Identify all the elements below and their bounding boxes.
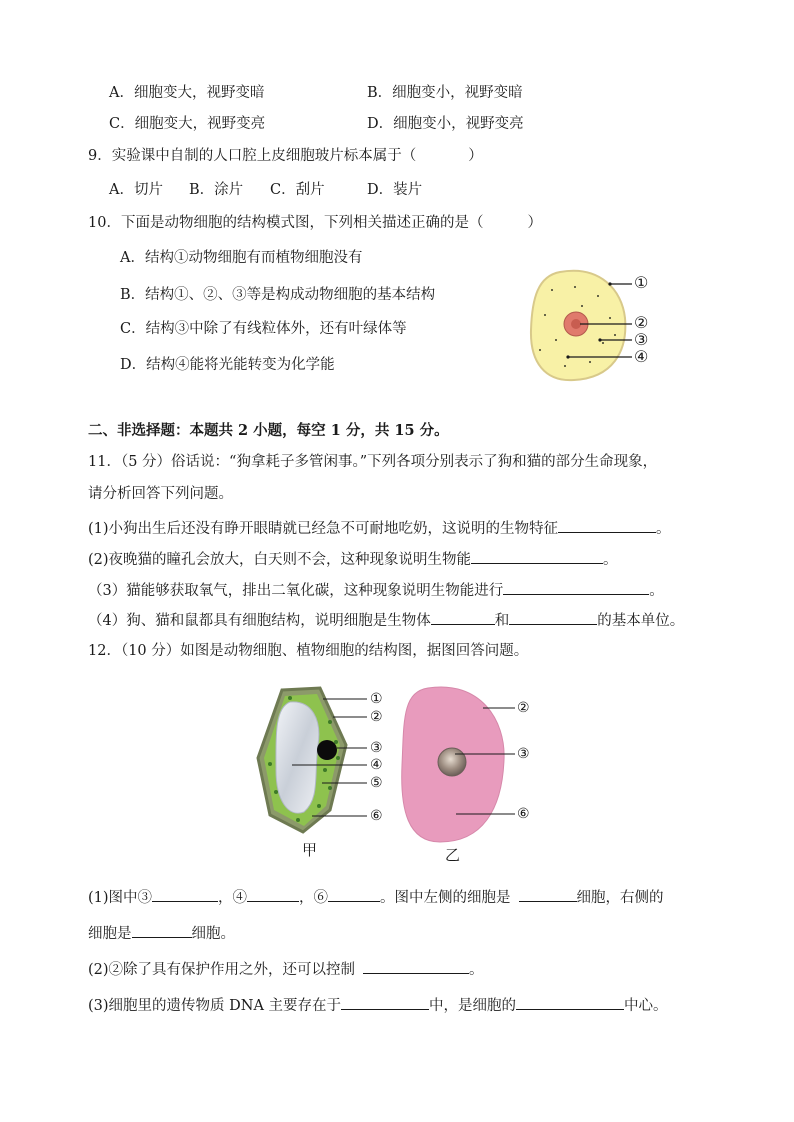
q11-sub-1 <box>88 517 671 539</box>
q11-sub-4-text-a: （4）狗、猫和鼠都具有细胞结构，说明细胞是生物体 <box>88 613 431 629</box>
q12-animal-cell <box>402 687 504 842</box>
q12-sub-2 <box>88 958 484 980</box>
q9-stem <box>88 146 483 166</box>
q12-sub-3-text-b: 中，是细胞的 <box>429 998 517 1014</box>
q10-leader-lines <box>568 284 632 357</box>
q12-sub-1-text-e: 细胞，右侧的 <box>576 890 664 906</box>
q11-blank-3[interactable] <box>503 579 649 595</box>
q12-plant-cell-wall <box>258 688 346 832</box>
q11-blank-1[interactable] <box>558 517 656 533</box>
q12-blank-1c[interactable] <box>328 886 380 902</box>
q12-sub-2-text-a: (2)②除了具有保护作用之外，还可以控制 <box>88 962 356 978</box>
q12-sub-1-line1 <box>88 886 664 908</box>
q12-blank-1a[interactable] <box>152 886 218 902</box>
q12-sub-1-line2 <box>88 922 235 944</box>
q12-sub-1-text-c: ，⑥ <box>299 890 329 906</box>
q10-option-b: B．结构①、②、③等是构成动物细胞的基本结构 <box>120 287 436 303</box>
q12-plant-label-5: ⑤ <box>370 775 383 791</box>
q11-sub-3-text: （3）猫能够获取氧气，排出二氧化碳，这种现象说明生物能进行 <box>88 583 504 599</box>
q8-option-b: B．细胞变小，视野变暗 <box>367 85 523 101</box>
q12-sub-3-text-c: 中心。 <box>624 998 668 1014</box>
q12-sub-3 <box>88 994 668 1016</box>
q12-animal-label-2: ② <box>517 700 530 716</box>
q11-sub-2-text: (2)夜晚猫的瞳孔会放大，白天则不会，这种现象说明生物能 <box>88 552 472 568</box>
q12-animal-nucleus <box>438 748 466 776</box>
q12-blank-3b[interactable] <box>516 994 624 1010</box>
q12-sub-1-text-a: (1)图中③ <box>88 890 153 906</box>
q10-label-2: ② <box>634 313 649 332</box>
q12-blank-2[interactable] <box>363 958 469 974</box>
q10-option-c: C．结构③中除了有线粒体外，还有叶绿体等 <box>120 321 407 337</box>
q10-cell-membrane <box>531 271 625 380</box>
q12-plant-label-1: ① <box>370 691 383 707</box>
q12-caption-left: 甲 <box>302 841 318 859</box>
q12-blank-1d[interactable] <box>519 886 577 902</box>
q12-sub-1-text-d: 。图中左侧的细胞是 <box>380 890 511 906</box>
q8-option-a: A．细胞变大，视野变暗 <box>109 85 265 101</box>
q11-sub-1-end: 。 <box>656 521 671 537</box>
q11-sub-3 <box>88 579 664 601</box>
q12-sub-1-text-f: 细胞是 <box>88 926 132 942</box>
q12-plant-cytoplasm <box>264 694 340 826</box>
q9-option-c: C．刮片 <box>270 182 325 198</box>
q12-animal-label-3: ③ <box>517 746 530 762</box>
q8-option-c: C．细胞变大，视野变亮 <box>109 116 266 132</box>
q9-stem-end: ） <box>468 148 483 164</box>
q11-sub-2-end: 。 <box>603 552 618 568</box>
q11-blank-4b[interactable] <box>509 609 597 625</box>
q12-plant-label-2: ② <box>370 709 383 725</box>
q12-blank-1e[interactable] <box>132 922 192 938</box>
q12-sub-1-text-g: 细胞。 <box>191 926 235 942</box>
q12-animal-leader-lines <box>455 708 515 814</box>
q12-caption-right: 乙 <box>445 846 461 864</box>
q12-sub-3-text-a: (3)细胞里的遗传物质 DNA 主要存在于 <box>88 998 342 1014</box>
section-2-heading: 二、非选择题：本题共 2 小题，每空 1 分，共 15 分。 <box>88 422 449 439</box>
q10-cytoplasm-dots <box>539 286 616 367</box>
q11-sub-2 <box>88 548 618 570</box>
q11-stem-line2: 请分析回答下列问题。 <box>88 486 233 502</box>
q12-plant-label-3: ③ <box>370 740 383 756</box>
q10-label-4: ④ <box>634 347 649 366</box>
q10-stem-text: 10．下面是动物细胞的结构模式图，下列相关描述正确的是（ <box>88 215 484 231</box>
q11-sub-4-text-b: 和 <box>494 613 510 629</box>
q10-option-d: D．结构④能将光能转变为化学能 <box>120 357 335 373</box>
q12-sub-2-text-b: 。 <box>469 962 484 978</box>
q11-sub-4-text-c: 的基本单位。 <box>597 613 685 629</box>
q12-blank-3a[interactable] <box>341 994 429 1010</box>
q9-option-d: D．装片 <box>367 182 423 198</box>
q12-plant-leader-lines <box>292 699 367 816</box>
q11-sub-4 <box>88 609 684 631</box>
q12-chloroplasts <box>268 696 340 822</box>
q10-stem <box>88 213 542 233</box>
q10-nucleus <box>564 312 588 336</box>
q9-option-a: A．切片 <box>109 182 163 198</box>
q12-animal-label-6: ⑥ <box>517 806 530 822</box>
q12-stem: 12．（10 分）如图是动物细胞、植物细胞的结构图，据图回答问题。 <box>88 643 529 659</box>
q12-plant-nucleus <box>317 740 337 760</box>
q12-blank-1b[interactable] <box>247 886 299 902</box>
q10-option-a: A．结构①动物细胞有而植物细胞没有 <box>120 250 363 266</box>
q11-blank-4a[interactable] <box>431 609 495 625</box>
q9-option-b: B．涂片 <box>189 182 244 198</box>
q11-stem-line1: 11．（5 分）俗话说：“狗拿耗子多管闲事。”下列各项分别表示了狗和猫的部分生命现象， <box>88 454 658 470</box>
q12-plant-label-4: ④ <box>370 757 383 773</box>
q12-plant-vacuole <box>276 702 319 813</box>
q12-sub-1-text-b: ，④ <box>218 890 248 906</box>
q9-stem-text: 9．实验课中自制的人口腔上皮细胞玻片标本属于（ <box>88 148 417 164</box>
q10-label-1: ① <box>634 273 649 292</box>
q10-stem-end: ） <box>527 215 542 231</box>
q11-sub-3-end: 。 <box>649 583 664 599</box>
q11-blank-2[interactable] <box>471 548 603 564</box>
q11-sub-1-text: (1)小狗出生后还没有睁开眼睛就已经急不可耐地吃奶，这说明的生物特征 <box>88 521 559 537</box>
q12-plant-label-6: ⑥ <box>370 808 383 824</box>
q10-label-3: ③ <box>634 330 649 349</box>
q8-option-d: D．细胞变小，视野变亮 <box>367 116 524 132</box>
